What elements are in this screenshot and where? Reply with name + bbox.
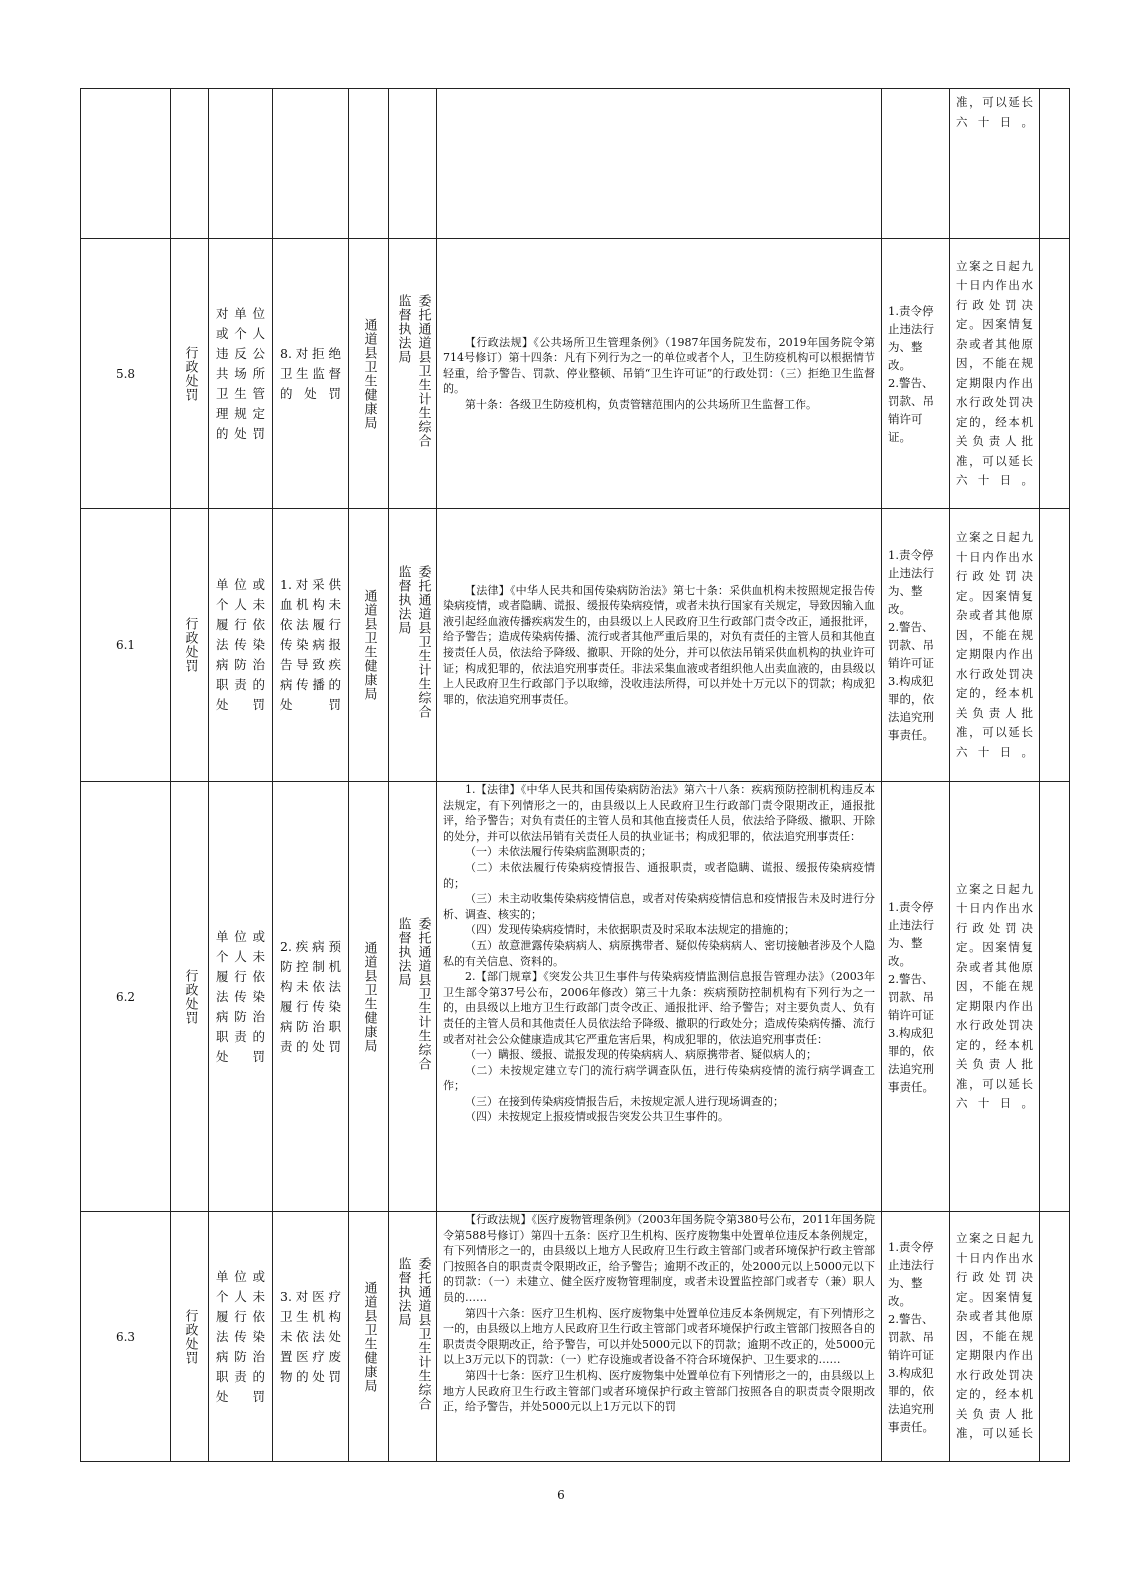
remarks-cell bbox=[1040, 1212, 1070, 1462]
exec-body-text: 委托通道县卫生计生综合监督执法局 bbox=[395, 1256, 431, 1411]
department-cell bbox=[349, 509, 389, 782]
category-cell bbox=[171, 1212, 209, 1462]
department-cell bbox=[349, 1212, 389, 1462]
time-limit-cell bbox=[950, 239, 1040, 509]
time-limit-cell bbox=[950, 1212, 1040, 1462]
result-cell bbox=[882, 89, 950, 239]
legal-basis-cell bbox=[437, 239, 882, 509]
category-cell bbox=[171, 509, 209, 782]
legal-basis-paragraph: 第四十七条：医疗卫生机构、医疗废物集中处置单位有下列情形之一的，由县级以上地方人民政府卫生行政主管部门或者环境保护行政主管部门按照各自的职责责令限期改正，给予警告，并处5000元以上1万元以下的罚 bbox=[443, 1368, 875, 1414]
exec-body-text: 委托通道县卫生计生综合监督执法局 bbox=[395, 565, 431, 719]
result-cell bbox=[882, 782, 950, 1212]
table-row bbox=[81, 239, 1070, 509]
legal-basis-paragraph: （三）未主动收集传染病疫情信息，或者对传染病疫情信息和疫情报告未及时进行分析、调查、核实的； bbox=[443, 892, 875, 921]
result-cell bbox=[882, 1212, 950, 1462]
department-cell bbox=[349, 782, 389, 1212]
category-text: 行政处罚 bbox=[182, 345, 198, 402]
time-limit-text: 立案之日起九十日内作出水行政处罚决定。因案情复杂或者其他原因，不能在规定期限内作出水行政处罚决定的，经本机关负责人批准，可以延长 bbox=[956, 1231, 1033, 1441]
legal-basis-cell bbox=[437, 1212, 882, 1462]
legal-basis-paragraph: 【行政法规】《医疗废物管理条例》（2003年国务院令第380号公布，2011年国务院令第588号修订）第四十五条：医疗卫生机构、医疗废物集中处置单位违反本条例规定，有下列情形之一的，由县级以上地方人民政府卫生行政主管部门或者环境保护行政主管部门按照各自的职责责令限期改正，给予警告；逾期不改正的，处2000元以上5000元以下的罚款：（一）未建立、健全医疗废物管理制度，或者未设置监控部门或者专（兼）职人员的…… bbox=[443, 1213, 875, 1304]
result-cell bbox=[882, 509, 950, 782]
legal-basis-paragraph: （一）未依法履行传染病监测职责的； bbox=[465, 845, 652, 859]
result-line: 2.警告、罚款、吊销许可证 bbox=[888, 971, 934, 1022]
category-cell bbox=[171, 782, 209, 1212]
exec-body-text: 委托通道县卫生计生综合监督执法局 bbox=[395, 293, 431, 448]
row-number: 5.8 bbox=[81, 239, 171, 509]
sub-item-text: 8.对拒绝卫生监督的处罚 bbox=[280, 345, 341, 401]
department-text: 通道县卫生健康局 bbox=[361, 1280, 377, 1393]
category-cell bbox=[171, 89, 209, 239]
legal-basis-paragraph: （四）未按规定上报疫情或报告突发公共卫生事件的。 bbox=[465, 1110, 729, 1124]
item-name-cell bbox=[209, 782, 273, 1212]
item-name-text: 单位或个人未履行依法传染病防治职责的处罚 bbox=[216, 577, 265, 712]
category-text: 行政处罚 bbox=[182, 1308, 198, 1365]
item-name-cell bbox=[209, 89, 273, 239]
department-text: 通道县卫生健康局 bbox=[361, 589, 377, 701]
legal-basis-paragraph: （二）未依法履行传染病疫情报告、通报职责，或者隐瞒、谎报、缓报传染病疫情的； bbox=[443, 860, 875, 890]
department-text: 通道县卫生健康局 bbox=[361, 940, 377, 1053]
time-limit-cell bbox=[950, 782, 1040, 1212]
table-row bbox=[81, 89, 1070, 239]
result-line: 2.警告、罚款、吊销许可证。 bbox=[888, 375, 934, 444]
remarks-cell bbox=[1040, 89, 1070, 239]
time-limit-text: 立案之日起九十日内作出水行政处罚决定。因案情复杂或者其他原因，不能在规定期限内作出水行政处罚决定的，经本机关负责人批准，可以延长六十日。 bbox=[956, 881, 1033, 1110]
table-row bbox=[81, 1212, 1070, 1462]
exec-body-cell bbox=[389, 782, 437, 1212]
time-limit-cell bbox=[950, 509, 1040, 782]
exec-body-cell bbox=[389, 89, 437, 239]
row-number bbox=[81, 89, 171, 239]
result-line: 1.责令停止违法行为、整改。 bbox=[888, 1239, 934, 1308]
sub-item-cell bbox=[273, 1212, 349, 1462]
remarks-cell bbox=[1040, 239, 1070, 509]
row-number: 6.3 bbox=[81, 1212, 171, 1462]
result-cell bbox=[882, 239, 950, 509]
legal-basis-paragraph: 第十条：各级卫生防疫机构，负责管辖范围内的公共场所卫生监督工作。 bbox=[465, 397, 817, 411]
sub-item-text: 2.疾病预防控制机构未依法履行传染病防治职责的处罚 bbox=[280, 938, 341, 1054]
remarks-cell bbox=[1040, 509, 1070, 782]
exec-body-cell bbox=[389, 1212, 437, 1462]
result-line: 3.构成犯罪的，依法追究刑事责任。 bbox=[888, 674, 934, 742]
item-name-text: 对单位或个人违反公共场所卫生管理规定的处罚 bbox=[216, 305, 265, 441]
remarks-cell bbox=[1040, 782, 1070, 1212]
sub-item-cell bbox=[273, 782, 349, 1212]
legal-basis-paragraph: （三）在接到传染病疫情报告后，未按规定派人进行现场调查的； bbox=[465, 1094, 784, 1108]
row-number: 6.2 bbox=[81, 782, 171, 1212]
power-list-table bbox=[80, 88, 1070, 1462]
category-text: 行政处罚 bbox=[182, 617, 198, 673]
time-limit-cell bbox=[950, 89, 1040, 239]
legal-basis-paragraph: （二）未按规定建立专门的流行病学调查队伍，进行传染病疫情的流行病学调查工作； bbox=[443, 1063, 875, 1093]
department-text: 通道县卫生健康局 bbox=[361, 317, 377, 430]
time-limit-text: 立案之日起九十日内作出水行政处罚决定。因案情复杂或者其他原因，不能在规定期限内作出水行政处罚决定的，经本机关负责人批准，可以延长六十日。 bbox=[956, 530, 1033, 759]
legal-basis-cell bbox=[437, 782, 882, 1212]
exec-body-cell bbox=[389, 509, 437, 782]
legal-basis-paragraph: 【行政法规】《公共场所卫生管理条例》（1987年国务院发布，2019年国务院令第714号修订）第十四条：凡有下列行为之一的单位或者个人，卫生防疫机构可以根据情节轻重，给予警告、罚款、停业整顿、吊销“卫生许可证”的行政处罚：（三）拒绝卫生监督的。 bbox=[443, 335, 875, 396]
legal-basis-paragraph: （五）故意泄露传染病病人、病原携带者、疑似传染病病人、密切接触者涉及个人隐私的有关信息、资料的。 bbox=[443, 938, 875, 968]
legal-basis-paragraph: 【法律】《中华人民共和国传染病防治法》第七十条：采供血机构未按照规定报告传染病疫情，或者隐瞒、谎报、缓报传染病疫情，或者未执行国家有关规定，导致因输入血液引起经血液传播疾病发生的，由县级以上人民政府卫生行政部门责令改正，通报批评，给予警告；造成传染病传播、流行或者其他严重后果的，对负有责任的主管人员和其他直接责任人员，依法给予降级、撤职、开除的处分，并可以依法吊销采供血机构的执业许可证；构成犯罪的，依法追究刑事责任。非法采集血液或者组织他人出卖血液的，由县级以上人民政府卫生行政部门予以取缔，没收违法所得，可以并处十万元以下的罚款；构成犯罪的，依法追究刑事责任。 bbox=[443, 583, 875, 706]
item-name-text: 单位或个人未履行依法传染病防治职责的处罚 bbox=[216, 1268, 265, 1404]
legal-basis-paragraph: 1.【法律】《中华人民共和国传染病防治法》第六十八条：疾病预防控制机构违反本法规定，有下列情形之一的，由县级以上人民政府卫生行政部门责令限期改正，通报批评，给予警告；对负有责任的主管人员和其他直接责任人员，依法给予降级、撤职、开除的处分，并可以依法吊销有关责任人员的执业证书；构成犯罪的，依法追究刑事责任： bbox=[443, 783, 875, 843]
sub-item-cell bbox=[273, 239, 349, 509]
result-line: 3.构成犯罪的，依法追究刑事责任。 bbox=[888, 1365, 934, 1434]
table-row bbox=[81, 509, 1070, 782]
item-name-cell bbox=[209, 239, 273, 509]
category-text: 行政处罚 bbox=[182, 968, 198, 1025]
legal-basis-cell bbox=[437, 89, 882, 239]
sub-item-cell bbox=[273, 89, 349, 239]
exec-body-cell bbox=[389, 239, 437, 509]
time-limit-text: 立案之日起九十日内作出水行政处罚决定。因案情复杂或者其他原因，不能在规定期限内作出水行政处罚决定的，经本机关负责人批准，可以延长六十日。 bbox=[956, 258, 1033, 487]
department-cell bbox=[349, 89, 389, 239]
result-line: 3.构成犯罪的，依法追究刑事责任。 bbox=[888, 1025, 934, 1094]
result-line: 2.警告、罚款、吊销许可证 bbox=[888, 1311, 934, 1362]
category-cell bbox=[171, 239, 209, 509]
result-line: 1.责令停止违法行为、整改。 bbox=[888, 303, 934, 372]
result-line: 1.责令停止违法行为、整改。 bbox=[888, 899, 934, 968]
exec-body-text: 委托通道县卫生计生综合监督执法局 bbox=[395, 916, 431, 1071]
legal-basis-paragraph: （四）发现传染病疫情时，未依据职责及时采取本法规定的措施的； bbox=[465, 923, 795, 937]
sub-item-text: 1.对采供血机构未依法履行传染病报告导致疾病传播的处罚 bbox=[280, 577, 341, 712]
item-name-cell bbox=[209, 509, 273, 782]
legal-basis-paragraph: 2.【部门规章】《突发公共卫生事件与传染病疫情监测信息报告管理办法》（2003年卫生部令第37号公布，2006年修改）第三十九条：疾病预防控制机构有下列行为之一的，由县级以上地方卫生行政部门责令改正、通报批评、给予警告；对主要负责人、负有责任的主管人员和其他责任人员依法给予降级、撤职的行政处分；造成传染病传播、流行或者对社会公众健康造成其它严重危害后果，构成犯罪的，依法追究刑事责任： bbox=[443, 970, 875, 1046]
legal-basis-cell bbox=[437, 509, 882, 782]
sub-item-cell bbox=[273, 509, 349, 782]
page-number: 6 bbox=[557, 1488, 565, 1502]
time-limit-text: 准，可以延长六十日。 bbox=[956, 95, 1033, 129]
table-row bbox=[81, 782, 1070, 1212]
result-line: 2.警告、罚款、吊销许可证 bbox=[888, 620, 934, 670]
department-cell bbox=[349, 239, 389, 509]
item-name-text: 单位或个人未履行依法传染病防治职责的处罚 bbox=[216, 928, 265, 1064]
legal-basis-paragraph: （一）瞒报、缓报、谎报发现的传染病病人、病原携带者、疑似病人的； bbox=[465, 1048, 817, 1062]
sub-item-text: 3.对医疗卫生机构未依法处置医疗废物的处罚 bbox=[280, 1288, 341, 1384]
row-number: 6.1 bbox=[81, 509, 171, 782]
legal-basis-paragraph: 第四十六条：医疗卫生机构、医疗废物集中处置单位违反本条例规定，有下列情形之一的，由县级以上地方人民政府卫生行政主管部门或者环境保护行政主管部门按照各自的职责责令限期改正，给予警告，可以并处5000元以下的罚款；逾期不改正的，处5000元以上3万元以下的罚款：（一）贮存设施或者设备不符合环境保护、卫生要求的…… bbox=[443, 1306, 875, 1367]
result-line: 1.责令停止违法行为、整改。 bbox=[888, 548, 934, 616]
item-name-cell bbox=[209, 1212, 273, 1462]
